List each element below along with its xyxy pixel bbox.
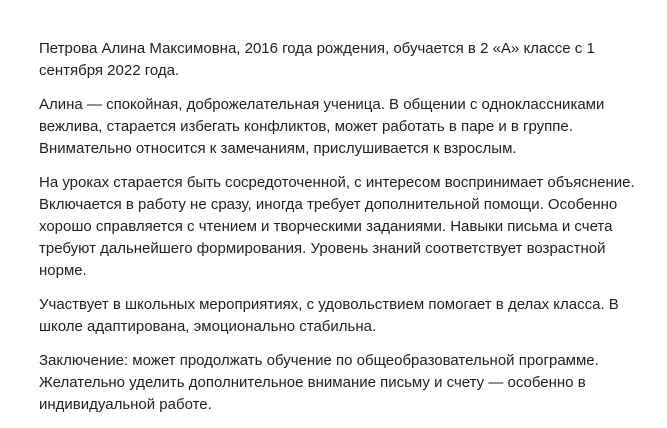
paragraph-conclusion: Заключение: может продолжать обучение по общеобразовательной программе. Желательно уделить дополнительное внимание письму и счету — особенно в индивидуальной работе. [39, 352, 599, 413]
paragraph-student-info: Петрова Алина Максимовна, 2016 года рождения, обучается в 2 «А» классе с 1 сентября 2022 года. [39, 40, 595, 79]
document-body [39, 38, 639, 428]
paragraph-learning: На уроках старается быть сосредоточенной, с интересом воспринимает объяснение. Включается в работу не сразу, иногда требует дополнительной помощи. Особенно хорошо справляется с чтением и творческими заданиями. Навыки письма и счета требуют дальнейшего формирования. Уровень знаний соответствует возрастной норме. [39, 174, 635, 279]
paragraph-personality: Алина — спокойная, доброжелательная ученица. В общении с одноклассниками вежлива, старается избегать конфликтов, может работать в паре и в группе. Внимательно относится к замечаниям, прислушивается к взрослым. [39, 96, 605, 157]
paragraph-activities: Участвует в школьных мероприятиях, с удовольствием помогает в делах класса. В школе адаптирована, эмоционально стабильна. [39, 296, 619, 335]
